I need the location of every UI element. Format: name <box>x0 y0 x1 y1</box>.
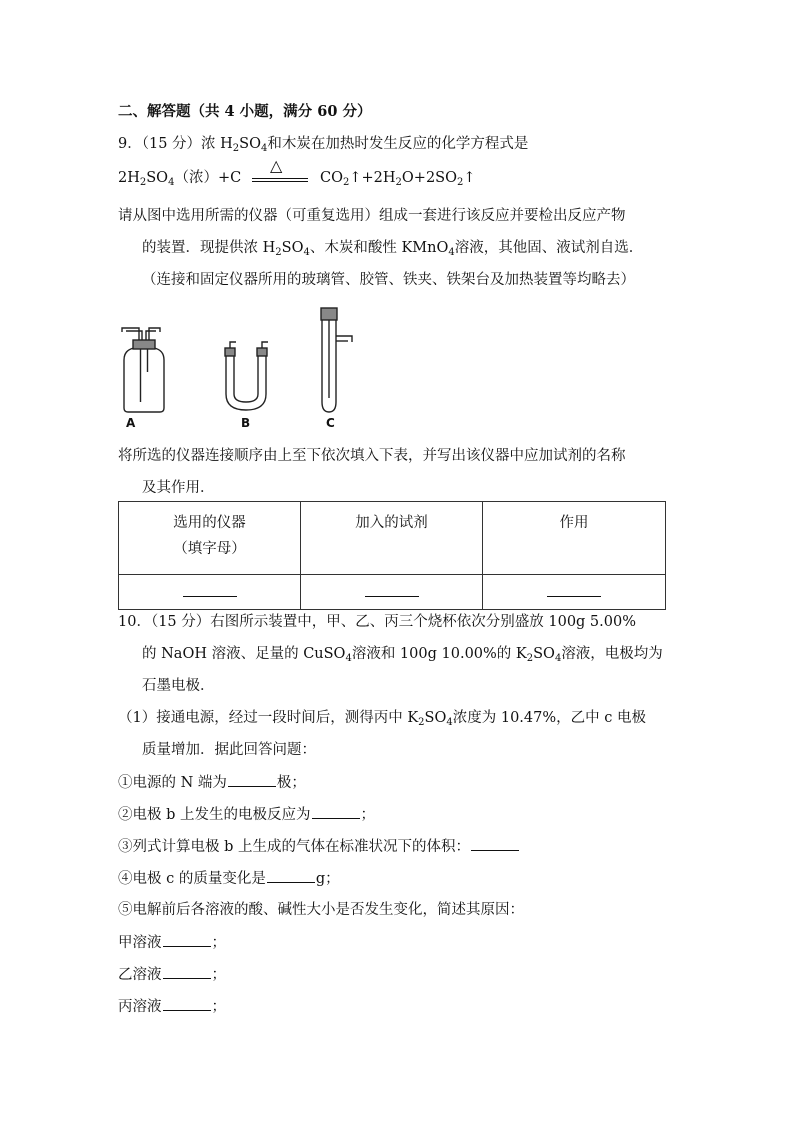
q10-stem-1: 10．（15 分）右图所示装置中，甲、乙、丙三个烧杯依次分别盛放 100g 5.00% <box>118 614 636 630</box>
table-row <box>119 575 666 610</box>
heating-condition-sign <box>252 158 308 184</box>
apparatus-a-label: A <box>126 416 136 430</box>
sub-question-2: ②电极 b 上发生的电极反应为 ； <box>118 804 375 825</box>
answer-blank[interactable] <box>163 996 211 1011</box>
answer-cell-instrument[interactable] <box>119 575 301 610</box>
answer-cell-reagent[interactable] <box>301 575 483 610</box>
q9-instruction-2: 的装置．现提供浓 $H_2SO_4$、木炭和酸性 KMnO$_4$溶液，其他固、液试剂自选． <box>142 240 644 258</box>
header-reagent: 加入的试剂 <box>301 502 483 575</box>
q10-stem-2: 的 NaOH 溶液、足量的 CuSO$_4$溶液和 100g 10.00%的 $K_2SO_4$溶液，电极均为 <box>142 646 663 664</box>
answer-blank[interactable] <box>228 772 276 787</box>
triangle-icon: △ <box>270 156 283 175</box>
q9-instruction-1: 请从图中选用所需的仪器（可重复选用）组成一套进行该反应并要检出反应产物 <box>118 208 626 224</box>
answer-blank[interactable] <box>163 932 211 947</box>
answer-table <box>118 501 666 610</box>
apparatus-b-label: B <box>241 416 251 430</box>
header-instrument: 选用的仪器 （填字母） <box>119 502 301 575</box>
header-purpose: 作用 <box>483 502 666 575</box>
q9-instruction-3: （连接和固定仪器所用的玻璃管、胶管、铁夹、铁架台及加热装置等均略去） <box>142 272 635 288</box>
q9-stem: 9．（15 分）浓 $H_2SO_4$和木炭在加热时发生反应的化学方程式是 <box>118 136 529 154</box>
solution-bing: 丙溶液 ； <box>118 996 226 1017</box>
answer-blank[interactable] <box>471 836 519 851</box>
sub-question-1: ①电源的 N 端为 极； <box>118 772 306 793</box>
q10-stem-3: 石墨电极． <box>142 678 215 694</box>
sub-question-5: ⑤电解前后各溶液的酸、碱性大小是否发生变化，简述其原因： <box>118 902 524 918</box>
apparatus-c-label: C <box>326 416 335 430</box>
sub-question-4: ④电极 c 的质量变化是 g； <box>118 868 340 889</box>
apparatus-c-test-tube-icon <box>312 306 358 414</box>
q9-equation-right: $CO_2↑+2H_2O+2SO_2↑$ <box>320 170 476 188</box>
answer-blank[interactable] <box>312 804 360 819</box>
answer-blank[interactable] <box>163 964 211 979</box>
q10-part1-2: 质量增加．据此回答问题： <box>142 742 316 758</box>
q9-fill-instruction-1: 将所选的仪器连接顺序由上至下依次填入下表，并写出该仪器中应加试剂的名称 <box>118 448 626 464</box>
apparatus-a-bottle-icon <box>118 322 170 414</box>
solution-yi: 乙溶液 ； <box>118 964 226 985</box>
solution-jia: 甲溶液 ； <box>118 932 226 953</box>
answer-blank[interactable] <box>267 868 315 883</box>
answer-cell-purpose[interactable] <box>483 575 666 610</box>
q9-fill-instruction-2: 及其作用． <box>142 480 215 496</box>
apparatus-b-u-tube-icon <box>218 340 274 414</box>
q9-equation-left: $2H_2SO_4$（浓）+C <box>118 170 242 188</box>
section-heading: 二、解答题（共 4 小题，满分 60 分） <box>118 103 372 120</box>
q10-part1-1: （1）接通电源，经过一段时间后，测得丙中 $K_2SO_4$浓度为 10.47%，乙中 c 电极 <box>118 710 646 728</box>
sub-question-3: ③列式计算电极 b 上生成的气体在标准状况下的体积： <box>118 836 520 857</box>
